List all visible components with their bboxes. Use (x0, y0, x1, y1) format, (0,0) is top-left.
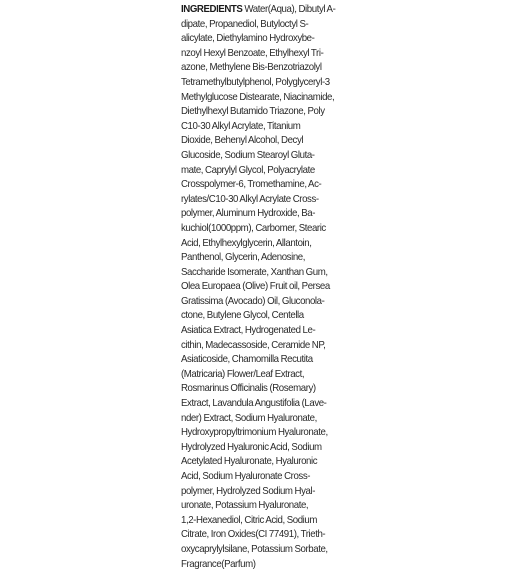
ingredient-line: Olea Europaea (Olive) Fruit oil, Persea (181, 281, 330, 293)
ingredient-line: cithin, Madecassoside, Ceramide NP, (181, 339, 326, 351)
ingredient-line: dipate, Propanediol, Butyloctyl S- (181, 18, 309, 30)
ingredient-line: Hydroxypropyltrimonium Hyaluronate, (181, 427, 328, 439)
ingredient-line: Panthenol, Glycerin, Adenosine, (181, 252, 305, 264)
ingredient-line: ctone, Butylene Glycol, Centella (181, 310, 304, 322)
ingredient-line: Acetylated Hyaluronate, Hyaluronic (181, 456, 318, 468)
ingredient-line: C10-30 Alkyl Acrylate, Titanium (181, 120, 301, 132)
ingredient-line: kuchiol(1000ppm), Carbomer, Stearic (181, 222, 326, 234)
ingredient-line: 1,2-Hexanediol, Citric Acid, Sodium (181, 514, 317, 526)
ingredient-line: Acid, Sodium Hyaluronate Cross- (181, 471, 311, 482)
ingredient-line: Crosspolymer-6, Tromethamine, Ac- (181, 179, 322, 191)
ingredient-line: Fragrance(Parfum) (181, 558, 256, 570)
ingredient-line: (Matricaria) Flower/Leaf Extract, (181, 368, 305, 380)
ingredients-label (181, 3, 336, 572)
ingredient-line: Acid, Ethylhexylglycerin, Allantoin, (181, 237, 312, 249)
ingredient-line: Saccharide Isomerate, Xanthan Gum, (181, 266, 328, 278)
ingredient-line: Tetramethylbutylphenol, Polyglyceryl-3 (181, 76, 330, 88)
ingredient-line: alicylate, Diethylamino Hydroxybe- (181, 33, 315, 45)
ingredient-line: Asiatica Extract, Hydrogenated Le- (181, 325, 316, 337)
ingredient-line: Citrate, Iron Oxides(CI 77491), Trieth- (181, 529, 326, 541)
ingredient-line: polymer, Hydrolyzed Sodium Hyal- (181, 485, 316, 497)
ingredient-line: Diethylhexyl Butamido Triazone, Poly (181, 106, 325, 118)
ingredient-line: rylates/C10-30 Alkyl Acrylate Cross- (181, 193, 319, 205)
ingredient-line: azone, Methylene Bis-Benzotriazolyl (181, 62, 322, 74)
ingredient-line: nzoyl Hexyl Benzoate, Ethylhexyl Tri- (181, 47, 324, 59)
ingredient-line: Extract, Lavandula Angustifolia (Lave- (181, 398, 327, 410)
ingredient-line: INGREDIENTS Water(Aqua), Dibutyl A- (181, 4, 336, 15)
ingredient-line: nder) Extract, Sodium Hyaluronate, (181, 412, 317, 424)
ingredient-line: Dioxide, Behenyl Alcohol, Decyl (181, 135, 304, 147)
ingredient-line: polymer, Aluminum Hydroxide, Ba- (181, 208, 316, 220)
ingredient-line: mate, Caprylyl Glycol, Polyacrylate (181, 164, 315, 176)
ingredient-line: oxycaprylylsilane, Potassium Sorbate, (181, 543, 328, 555)
ingredients-heading: INGREDIENTS (181, 4, 243, 15)
ingredient-line: Methylglucose Distearate, Niacinamide, (181, 91, 335, 103)
ingredient-line: Gratissima (Avocado) Oil, Gluconola- (181, 295, 325, 307)
ingredient-line: uronate, Potassium Hyaluronate, (181, 500, 309, 512)
ingredient-line: Rosmarinus Officinalis (Rosemary) (181, 383, 316, 395)
ingredient-line: Glucoside, Sodium Stearoyl Gluta- (181, 149, 315, 161)
ingredient-line: Asiaticoside, Chamomilla Recutita (181, 354, 313, 366)
ingredient-line: Hydrolyzed Hyaluronic Acid, Sodium (181, 441, 322, 453)
